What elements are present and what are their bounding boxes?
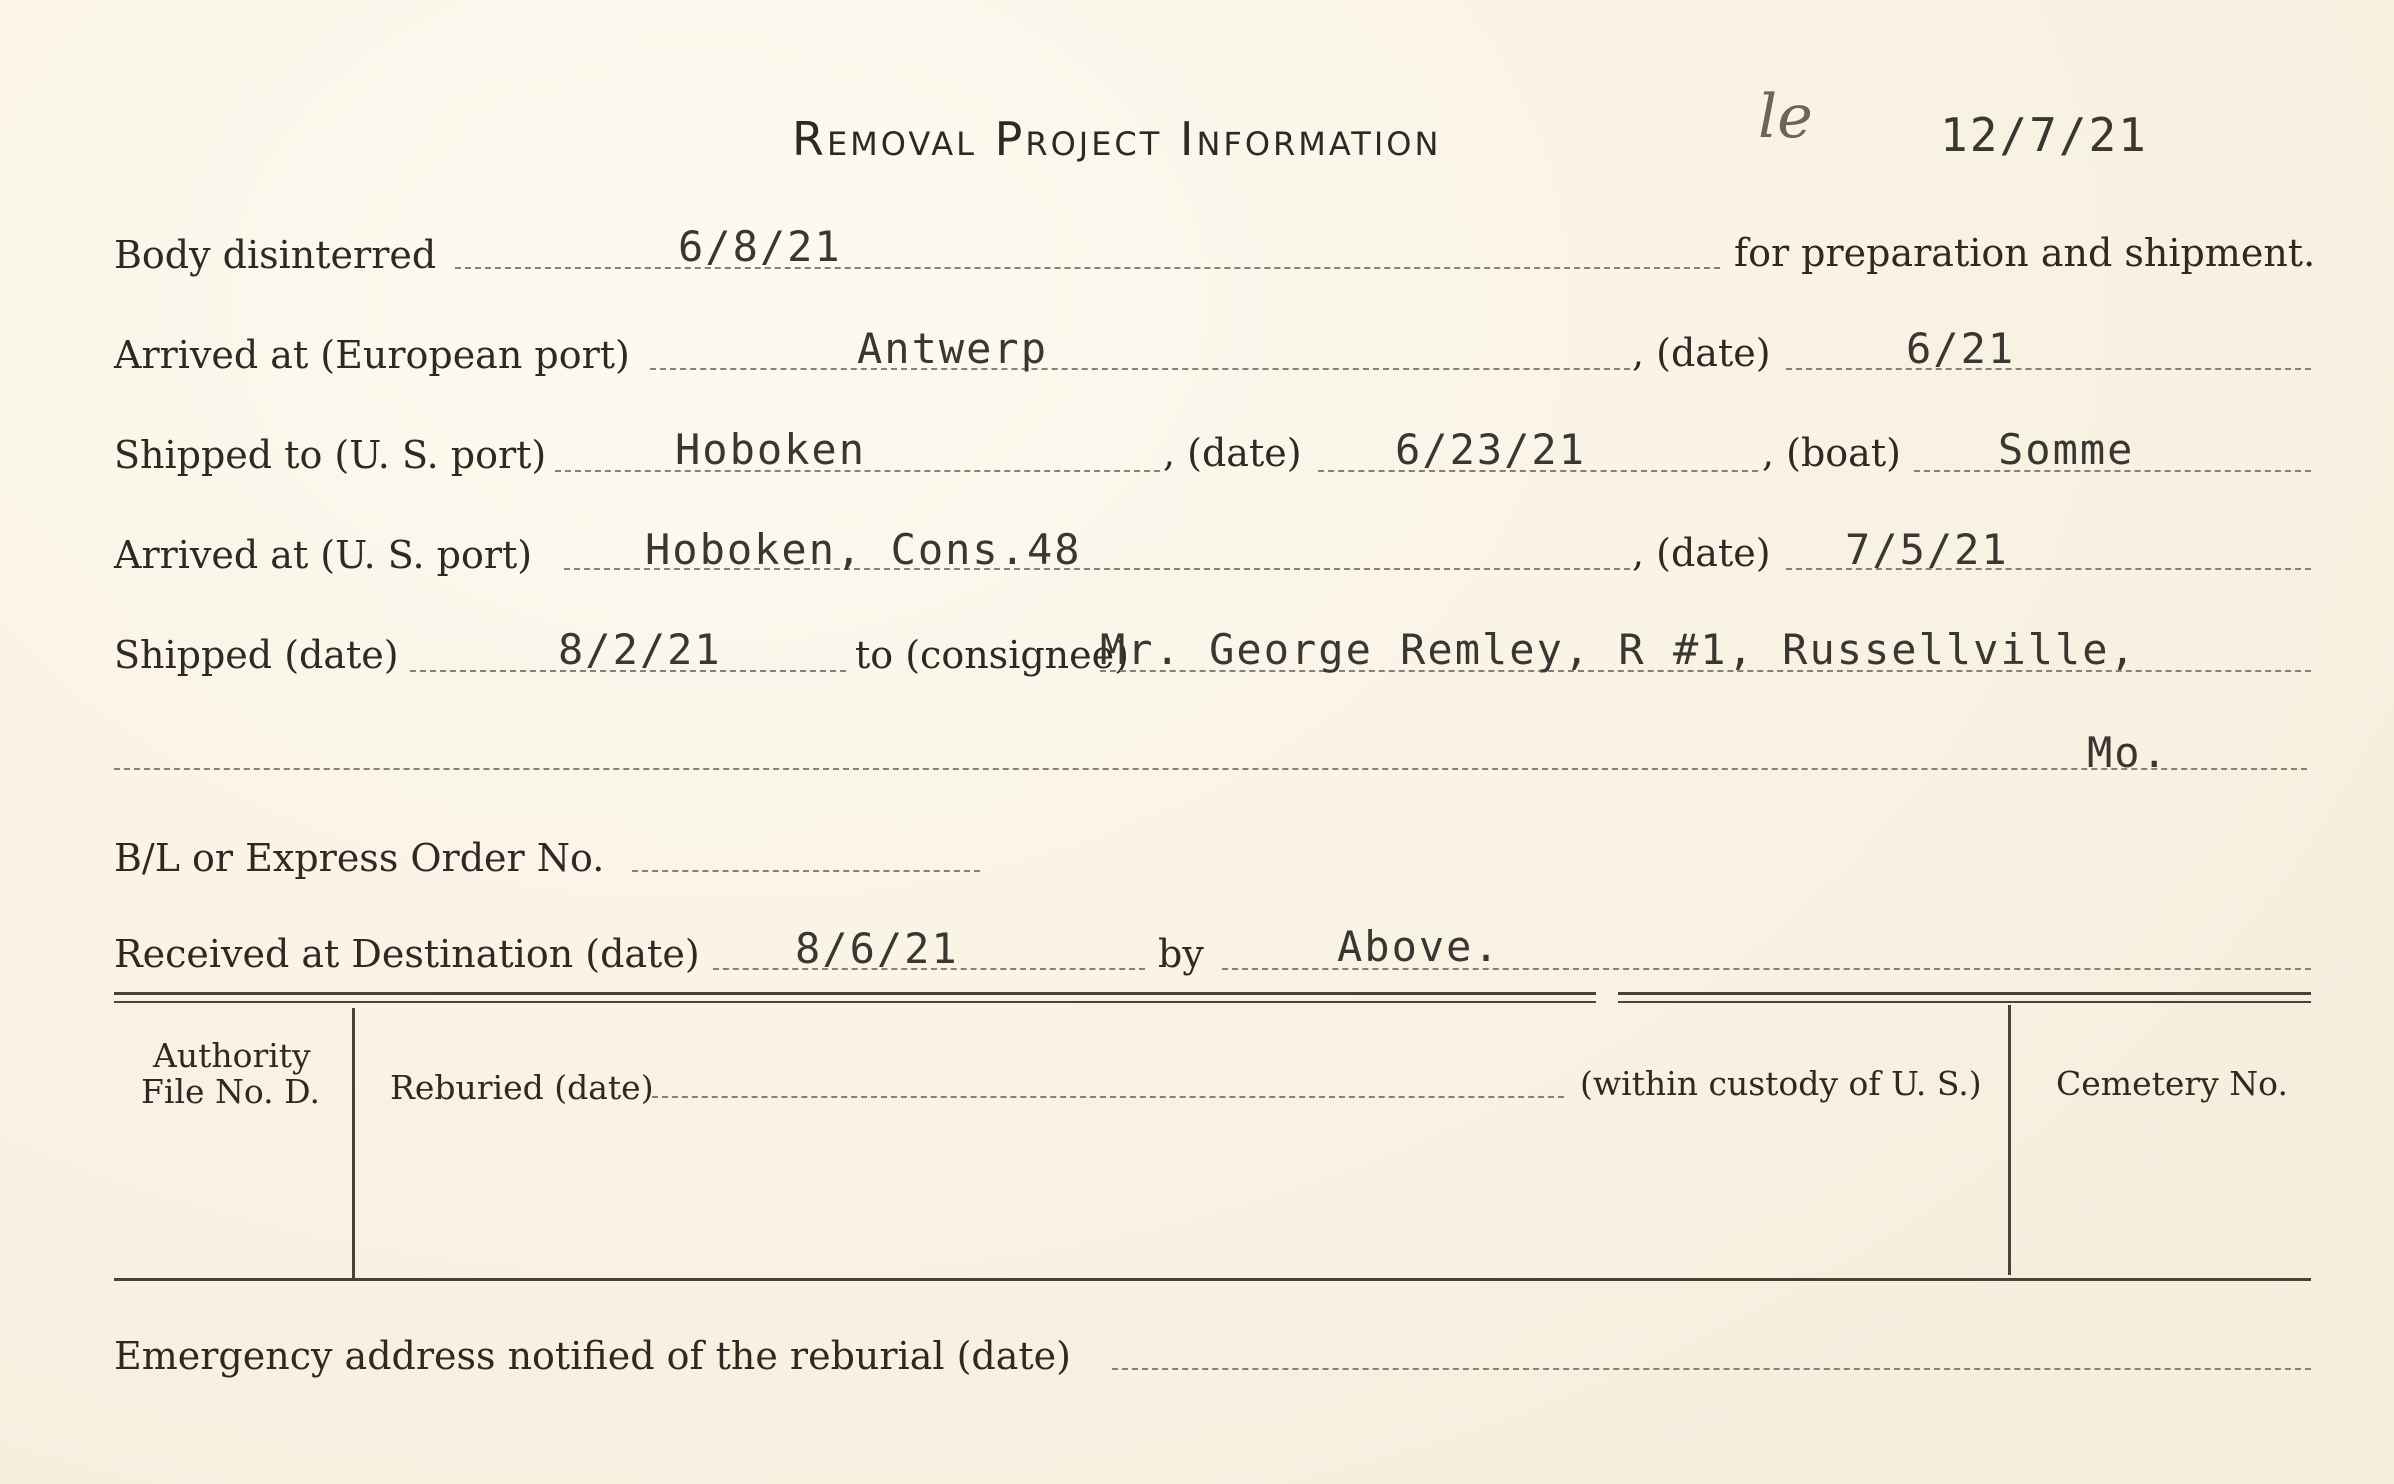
arrived-us-date: 7/5/21 (1845, 525, 2009, 574)
consignee-continuation-line (114, 768, 2307, 770)
reburied-line (652, 1096, 1564, 1098)
body-disinterred-label: Body disinterred (114, 233, 437, 277)
box-top-rule-right-2 (1618, 1001, 2311, 1003)
shipped-us-date-label: , (date) (1163, 431, 1302, 475)
arrived-eu-date-label: , (date) (1632, 331, 1771, 375)
arrived-eu-date: 6/21 (1906, 324, 2016, 373)
received-date: 8/6/21 (795, 924, 959, 973)
emergency-line (1112, 1368, 2311, 1370)
arrived-us-port: Hoboken, Cons.48 (645, 525, 1082, 574)
shipped-us-port: Hoboken (675, 425, 867, 474)
box-top-rule-left-2 (114, 1001, 1596, 1003)
body-disinterred-line (455, 267, 1720, 269)
bl-label: B/L or Express Order No. (114, 836, 605, 880)
shipped-us-boat: Somme (1998, 425, 2135, 474)
header-date: 12/7/21 (1940, 108, 2148, 162)
bl-line (632, 870, 980, 872)
arrived-us-date-label: , (date) (1632, 531, 1771, 575)
box-divider-left (352, 1008, 355, 1278)
arrived-eu-port: Antwerp (857, 324, 1049, 373)
arrived-us-label: Arrived at (U. S. port) (114, 533, 533, 577)
file-no-label: File No. D. (141, 1072, 320, 1111)
arrived-eu-line (650, 368, 1630, 370)
box-divider-right (2008, 1005, 2011, 1275)
arrived-eu-label: Arrived at (European port) (114, 333, 630, 377)
consignee-value: Mr. George Remley, R #1, Russellville, (1100, 625, 2137, 674)
shipped-label: Shipped (date) (114, 633, 399, 677)
shipped-date: 8/2/21 (558, 625, 722, 674)
cemetery-label: Cemetery No. (2056, 1064, 2288, 1103)
box-top-rule-left (114, 992, 1596, 995)
shipped-us-label: Shipped to (U. S. port) (114, 433, 547, 477)
body-disinterred-value: 6/8/21 (678, 222, 842, 271)
reburied-label: Reburied (date) (390, 1068, 654, 1107)
received-by-label: by (1158, 932, 1204, 976)
box-top-rule-right (1618, 992, 2311, 995)
shipped-us-date: 6/23/21 (1395, 425, 1587, 474)
handwritten-mark: le (1758, 82, 1813, 152)
body-disinterred-suffix: for preparation and shipment. (1734, 231, 2316, 275)
consignee-continuation: Mo. (2087, 728, 2169, 777)
shipped-us-boat-label: , (boat) (1762, 431, 1901, 475)
authority-label: Authority (153, 1036, 311, 1075)
box-bottom-rule (114, 1278, 2311, 1281)
custody-label: (within custody of U. S.) (1580, 1064, 1982, 1103)
received-by-value: Above. (1337, 922, 1501, 971)
card-title: Removal Project Information (792, 112, 1442, 166)
received-label: Received at Destination (date) (114, 932, 700, 976)
shipped-to-label: to (consignee) (855, 633, 1129, 677)
emergency-label: Emergency address notified of the reburial (date) (114, 1334, 1071, 1378)
arrived-eu-date-line (1786, 368, 2311, 370)
